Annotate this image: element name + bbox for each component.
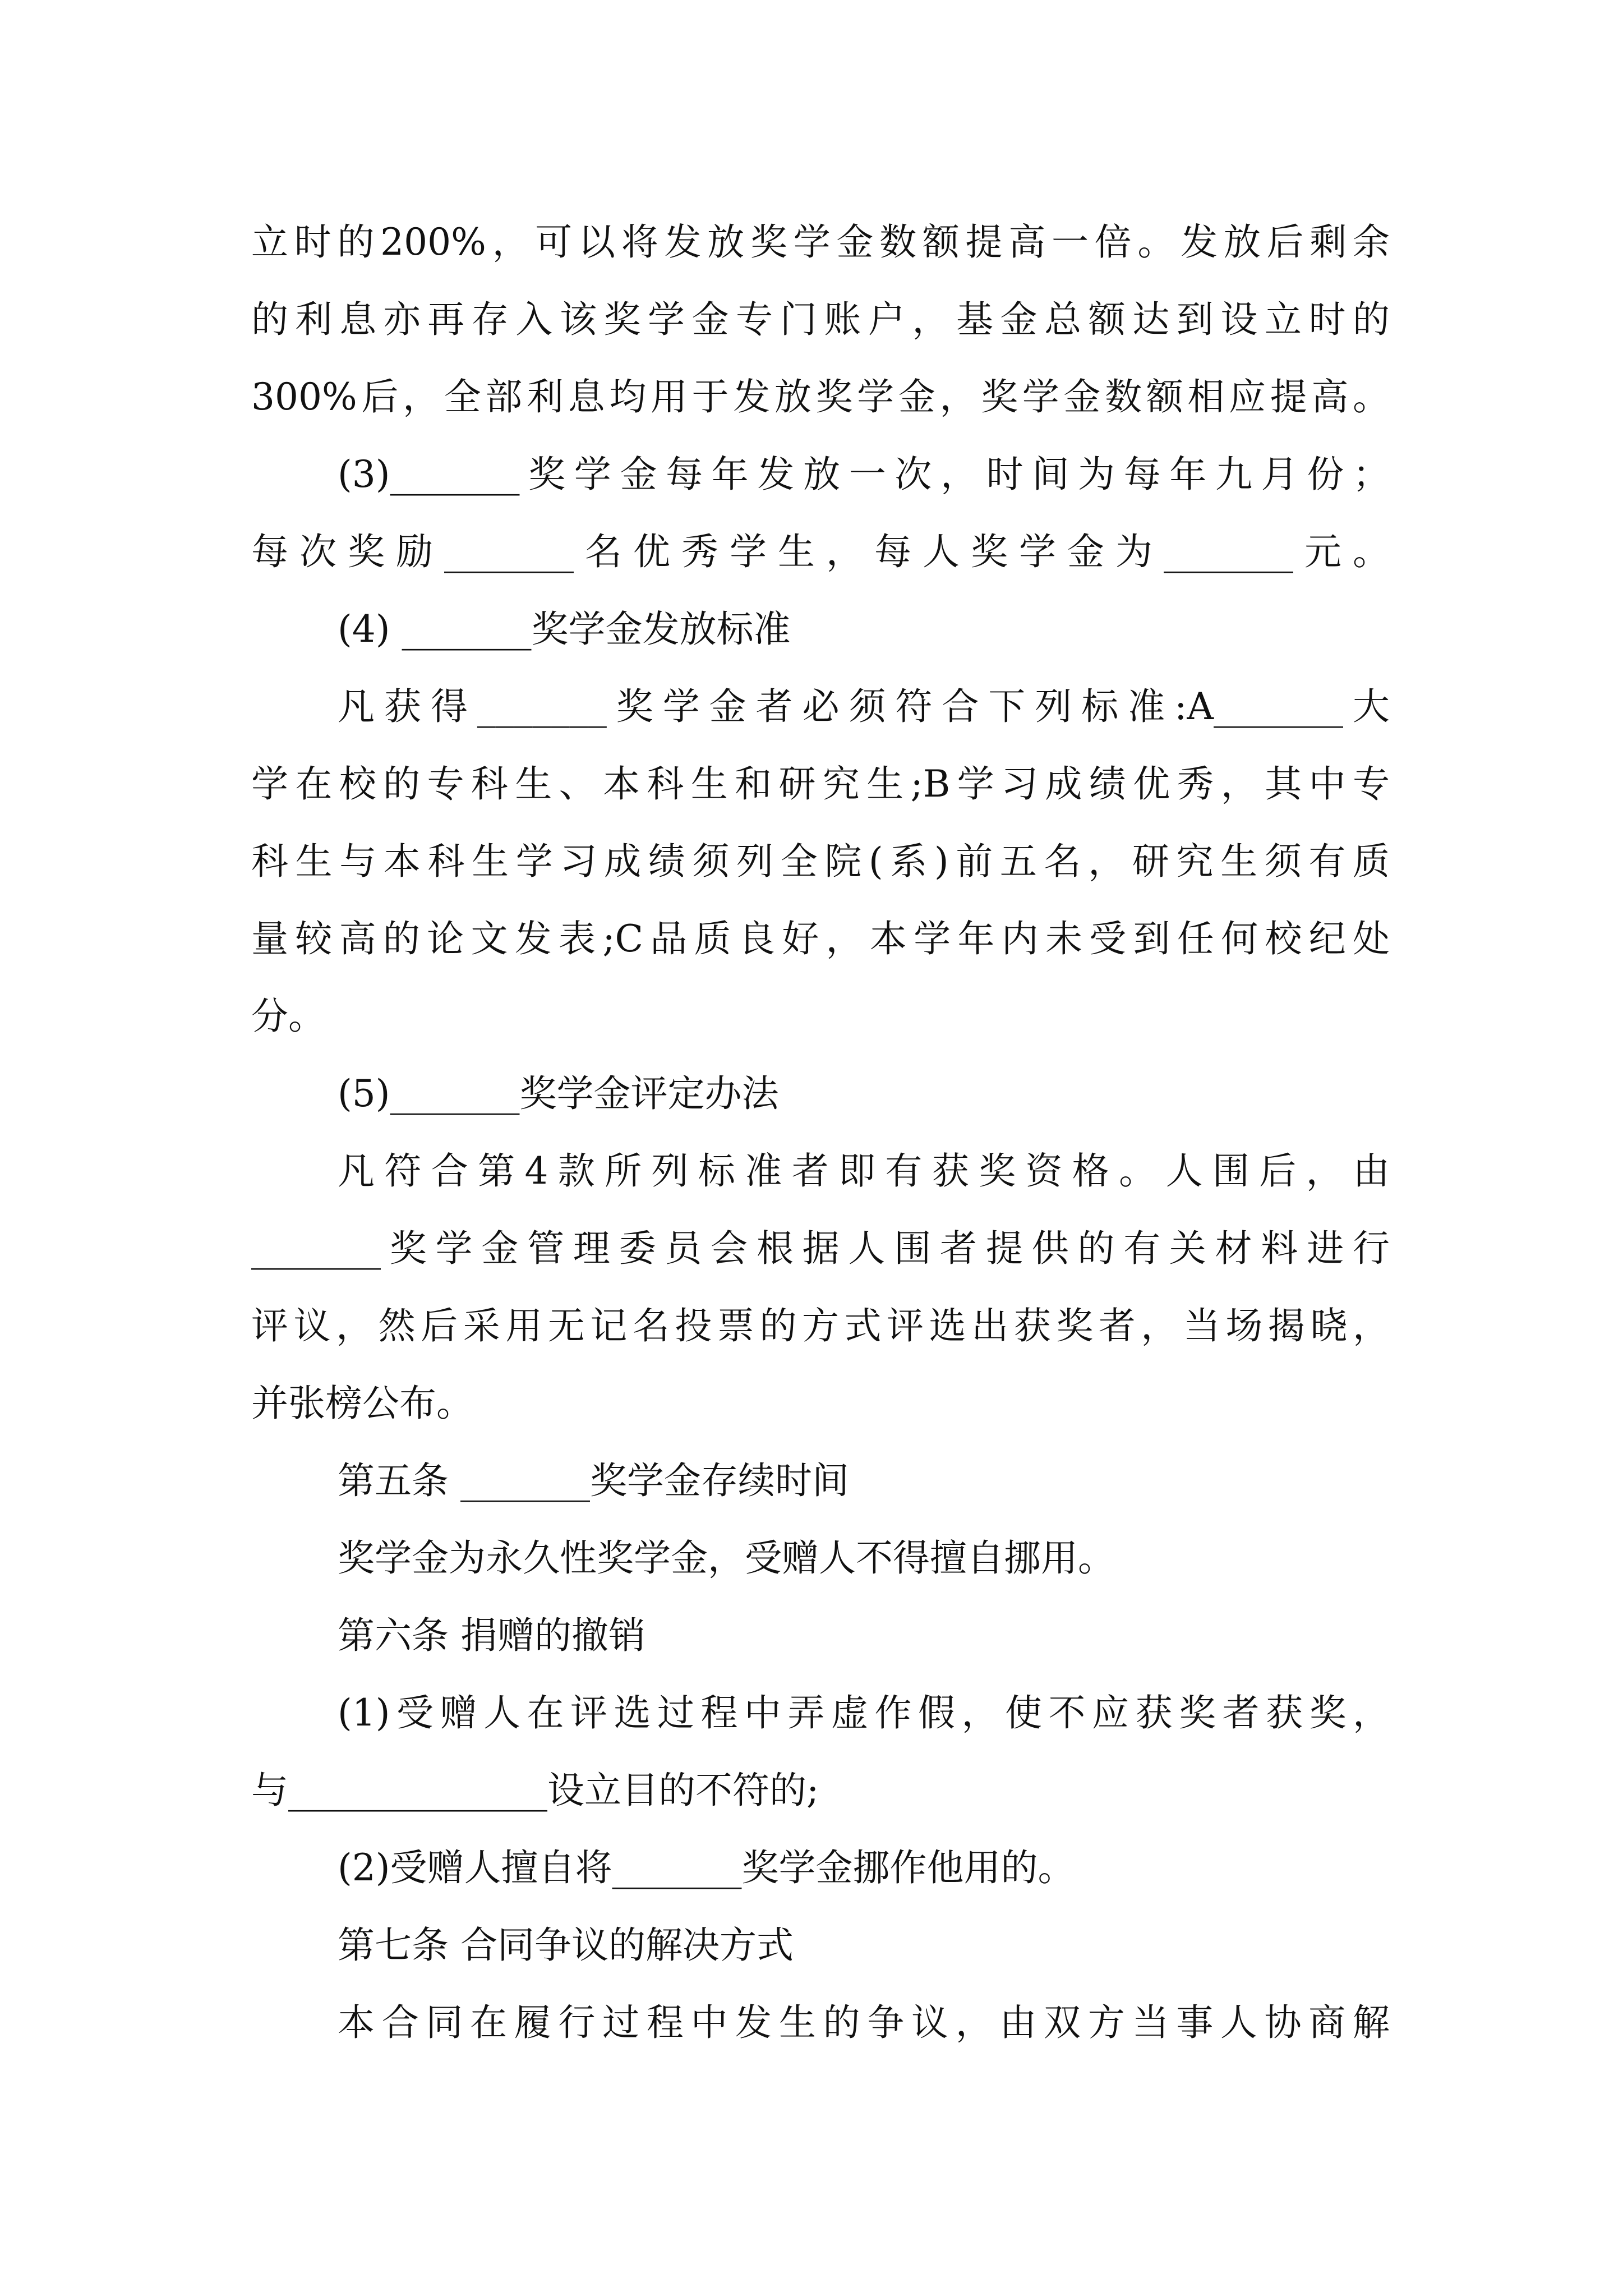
body-text-line: 评议，然后采用无记名投票的方式评选出获奖者，当场揭晓， [251,1304,1390,1347]
body-text-line: 的利息亦再存入该奖学金专门账户，基金总额达到设立时的 [251,298,1390,341]
article-7-heading: 第七条 合同争议的解决方式 [338,1924,794,1967]
clause-5-heading: (5)_______奖学金评定办法 [338,1072,779,1115]
body-text-line: 每次奖励_______名优秀学生，每人奖学金为_______元。 [251,530,1390,573]
body-text-line: 凡获得_______奖学金者必须符合下列标准:A_______大 [338,685,1390,728]
body-text-line: 300%后，全部利息均用于发放奖学金，奖学金数额相应提高。 [251,375,1390,418]
body-text-line: _______奖学金管理委员会根据人围者提供的有关材料进行 [251,1227,1390,1270]
body-text-line: 与______________设立目的不符的; [251,1769,819,1812]
body-text-line: 分。 [251,995,325,1038]
body-text-line: 奖学金为永久性奖学金，受赠人不得擅自挪用。 [338,1536,1115,1580]
body-text-line: 凡符合第4款所列标准者即有获奖资格。人围后，由 [338,1149,1390,1193]
body-text-line: (2)受赠人擅自将_______奖学金挪作他用的。 [338,1846,1075,1889]
clause-4-heading: (4) _______奖学金发放标准 [338,608,791,651]
body-text-line: 学在校的专科生、本科生和研究生;B学习成绩优秀，其中专 [251,762,1390,806]
body-text-line: 本合同在履行过程中发生的争议，由双方当事人协商解 [338,2001,1390,2044]
body-text-line: 科生与本科生学习成绩须列全院(系)前五名，研究生须有质 [251,840,1390,883]
article-6-heading: 第六条 捐赠的撤销 [338,1614,645,1657]
clause-3-line: (3)_______奖学金每年发放一次，时间为每年九月份； [338,453,1390,496]
body-text-line: 立时的200%，可以将发放奖学金数额提高一倍。发放后剩余 [251,220,1390,264]
body-text-line: 量较高的论文发表;C品质良好，本学年内未受到任何校纪处 [251,917,1390,960]
body-text-line: 并张榜公布。 [251,1382,473,1425]
article-5-heading: 第五条 _______奖学金存续时间 [338,1459,849,1502]
body-text-line: (1)受赠人在评选过程中弄虚作假，使不应获奖者获奖， [338,1691,1390,1734]
